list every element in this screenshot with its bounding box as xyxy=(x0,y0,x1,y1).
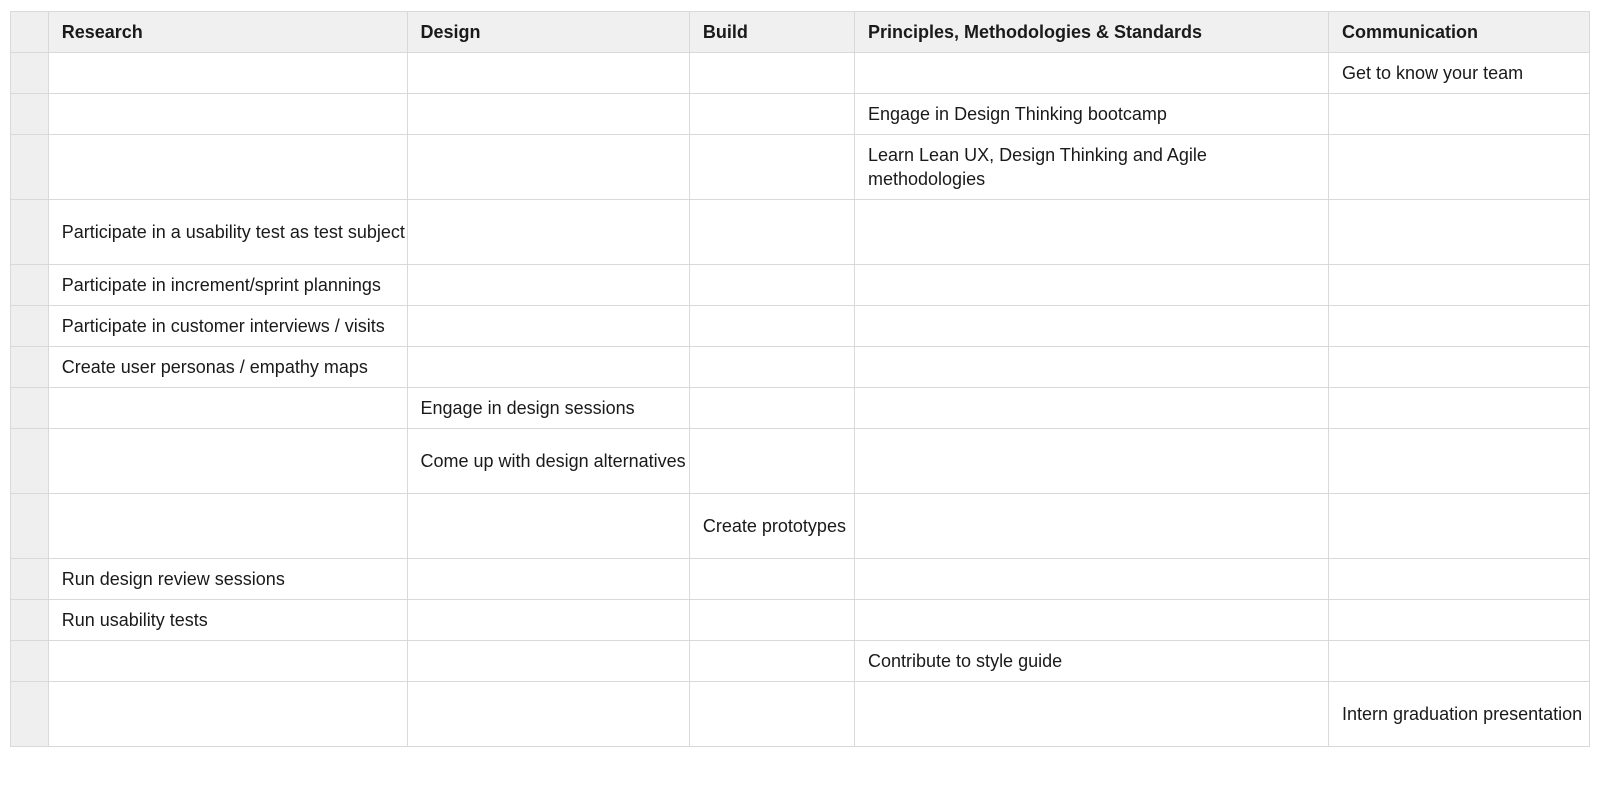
row-header-cell[interactable] xyxy=(11,53,49,94)
cell-design[interactable] xyxy=(407,306,689,347)
table-row xyxy=(11,494,1590,559)
cell-design[interactable] xyxy=(407,265,689,306)
cell-design[interactable] xyxy=(407,53,689,94)
cell-build[interactable] xyxy=(689,135,854,200)
cell-research[interactable] xyxy=(48,682,407,747)
cell-design[interactable] xyxy=(407,682,689,747)
cell-communication[interactable] xyxy=(1329,388,1590,429)
cell-principles[interactable] xyxy=(855,347,1329,388)
spreadsheet-grid xyxy=(10,11,1590,747)
cell-research[interactable] xyxy=(48,94,407,135)
cell-communication[interactable] xyxy=(1329,265,1590,306)
cell-build[interactable] xyxy=(689,53,854,94)
table-row xyxy=(11,641,1590,682)
row-header-cell[interactable] xyxy=(11,94,49,135)
table-row xyxy=(11,682,1590,747)
column-header-principles[interactable]: Principles, Methodologies & Standards xyxy=(855,12,1329,53)
cell-research[interactable] xyxy=(48,494,407,559)
cell-principles[interactable] xyxy=(855,559,1329,600)
cell-research[interactable] xyxy=(48,53,407,94)
table-row xyxy=(11,200,1590,265)
row-header-cell[interactable] xyxy=(11,306,49,347)
cell-design[interactable]: Come up with design alternatives xyxy=(407,429,689,494)
cell-build[interactable] xyxy=(689,559,854,600)
cell-principles[interactable] xyxy=(855,682,1329,747)
row-header-cell[interactable] xyxy=(11,559,49,600)
cell-design[interactable] xyxy=(407,641,689,682)
cell-research[interactable]: Participate in a usability test as test subject xyxy=(48,200,407,265)
cell-design[interactable] xyxy=(407,347,689,388)
table-row xyxy=(11,429,1590,494)
cell-research[interactable]: Participate in customer interviews / visits xyxy=(48,306,407,347)
cell-research[interactable]: Run usability tests xyxy=(48,600,407,641)
cell-communication[interactable] xyxy=(1329,347,1590,388)
header-row xyxy=(11,12,1590,53)
cell-communication[interactable] xyxy=(1329,306,1590,347)
cell-build[interactable] xyxy=(689,347,854,388)
table-row xyxy=(11,347,1590,388)
cell-principles[interactable] xyxy=(855,200,1329,265)
cell-build[interactable] xyxy=(689,388,854,429)
cell-communication[interactable] xyxy=(1329,429,1590,494)
cell-design[interactable] xyxy=(407,135,689,200)
cell-principles[interactable] xyxy=(855,53,1329,94)
row-header-cell[interactable] xyxy=(11,641,49,682)
cell-research[interactable]: Run design review sessions xyxy=(48,559,407,600)
cell-build[interactable] xyxy=(689,200,854,265)
row-header-cell[interactable] xyxy=(11,200,49,265)
task-table xyxy=(10,11,1590,747)
cell-principles[interactable]: Learn Lean UX, Design Thinking and Agile methodologies xyxy=(855,135,1329,200)
row-header-cell[interactable] xyxy=(11,347,49,388)
cell-communication[interactable] xyxy=(1329,559,1590,600)
table-row xyxy=(11,94,1590,135)
cell-research[interactable]: Create user personas / empathy maps xyxy=(48,347,407,388)
cell-principles[interactable] xyxy=(855,600,1329,641)
column-header-research[interactable]: Research xyxy=(48,12,407,53)
table-row xyxy=(11,600,1590,641)
cell-principles[interactable]: Contribute to style guide xyxy=(855,641,1329,682)
cell-communication[interactable] xyxy=(1329,135,1590,200)
cell-build[interactable] xyxy=(689,265,854,306)
cell-principles[interactable] xyxy=(855,494,1329,559)
cell-research[interactable] xyxy=(48,641,407,682)
cell-build[interactable] xyxy=(689,682,854,747)
table-row xyxy=(11,306,1590,347)
cell-communication[interactable] xyxy=(1329,641,1590,682)
cell-build[interactable] xyxy=(689,641,854,682)
cell-design[interactable] xyxy=(407,200,689,265)
cell-communication[interactable]: Get to know your team xyxy=(1329,53,1590,94)
row-header-cell[interactable] xyxy=(11,682,49,747)
cell-design[interactable] xyxy=(407,94,689,135)
cell-design[interactable] xyxy=(407,494,689,559)
row-header-cell[interactable] xyxy=(11,135,49,200)
cell-research[interactable] xyxy=(48,388,407,429)
cell-design[interactable]: Engage in design sessions xyxy=(407,388,689,429)
table-body xyxy=(11,53,1590,747)
cell-research[interactable]: Participate in increment/sprint plannings xyxy=(48,265,407,306)
cell-design[interactable] xyxy=(407,559,689,600)
cell-design[interactable] xyxy=(407,600,689,641)
table-row xyxy=(11,135,1590,200)
cell-communication[interactable] xyxy=(1329,200,1590,265)
cell-principles[interactable]: Engage in Design Thinking bootcamp xyxy=(855,94,1329,135)
row-header-cell[interactable] xyxy=(11,429,49,494)
cell-research[interactable] xyxy=(48,135,407,200)
row-header-cell[interactable] xyxy=(11,494,49,559)
column-header-design[interactable]: Design xyxy=(407,12,689,53)
cell-build[interactable] xyxy=(689,600,854,641)
cell-communication[interactable]: Intern graduation presentation xyxy=(1329,682,1590,747)
row-header-cell[interactable] xyxy=(11,265,49,306)
cell-build[interactable] xyxy=(689,306,854,347)
table-row xyxy=(11,53,1590,94)
table-row xyxy=(11,265,1590,306)
cell-build[interactable] xyxy=(689,94,854,135)
row-header-cell[interactable] xyxy=(11,600,49,641)
cell-principles[interactable] xyxy=(855,429,1329,494)
cell-communication[interactable] xyxy=(1329,494,1590,559)
cell-principles[interactable] xyxy=(855,306,1329,347)
cell-principles[interactable] xyxy=(855,265,1329,306)
cell-research[interactable] xyxy=(48,429,407,494)
table-row xyxy=(11,559,1590,600)
cell-build[interactable]: Create prototypes xyxy=(689,494,854,559)
cell-communication[interactable] xyxy=(1329,94,1590,135)
column-header-communication[interactable]: Communication xyxy=(1329,12,1590,53)
column-header-build[interactable]: Build xyxy=(689,12,854,53)
cell-build[interactable] xyxy=(689,429,854,494)
cell-communication[interactable] xyxy=(1329,600,1590,641)
table-row xyxy=(11,388,1590,429)
row-header-cell[interactable] xyxy=(11,388,49,429)
cell-principles[interactable] xyxy=(855,388,1329,429)
row-header-corner[interactable] xyxy=(11,12,49,53)
